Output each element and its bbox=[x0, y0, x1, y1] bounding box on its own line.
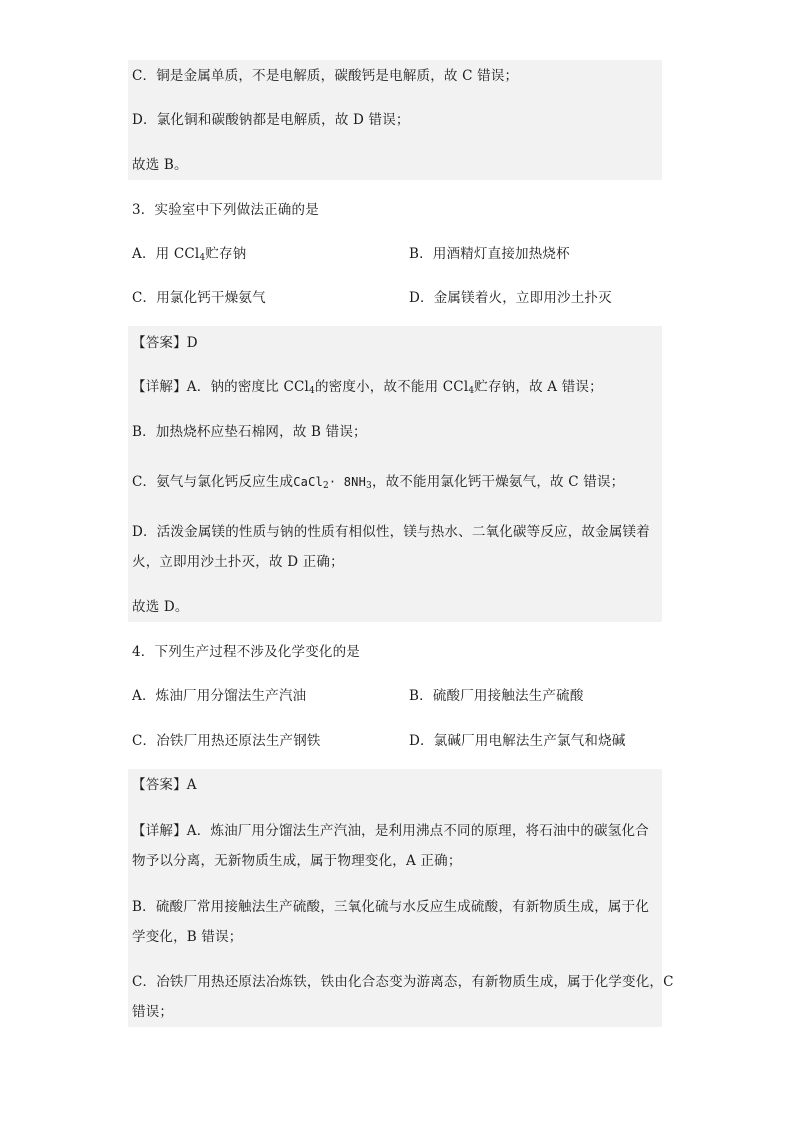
q4-detail-c-line1: C．冶铁厂用热还原法冶炼铁，铁由化合态变为游离态，有新物质生成，属于化学变化，C bbox=[132, 974, 674, 990]
analysis-conclusion: 故选 B。 bbox=[132, 157, 188, 173]
q3-detail-c-sub1: 2 bbox=[322, 481, 329, 491]
q3-detail-a-2: 的密度小，故不能用 CCl bbox=[314, 379, 469, 395]
q4-detail-b-line2: 学变化，B 错误； bbox=[132, 929, 243, 945]
q3-detail-c-sub2: 3 bbox=[366, 481, 372, 491]
q3-detail-d-line2: 火，立即用沙土扑灭，故 D 正确； bbox=[132, 554, 344, 570]
q4-option-a: A．炼油厂用分馏法生产汽油 bbox=[132, 688, 307, 704]
q3-answer: 【答案】D bbox=[132, 335, 198, 351]
q4-option-b: B．硫酸厂用接触法生产硫酸 bbox=[409, 688, 584, 704]
q3-detail-a-1: 【详解】A．钠的密度比 CCl bbox=[132, 379, 310, 395]
q4-detail-a-line1: 【详解】A．炼油厂用分馏法生产汽油，是利用沸点不同的原理，将石油中的碳氢化合 bbox=[132, 823, 649, 839]
q3-detail-d-line1: D．活泼金属镁的性质与钠的性质有相似性，镁与热水、二氧化碳等反应，故金属镁着 bbox=[132, 524, 650, 540]
q4-stem: 4．下列生产过程不涉及化学变化的是 bbox=[132, 644, 360, 660]
q3-conclusion: 故选 D。 bbox=[132, 599, 189, 615]
q4-option-d: D．氯碱厂用电解法生产氯气和烧碱 bbox=[409, 733, 626, 749]
q4-detail-b-line1: B．硫酸厂常用接触法生产硫酸，三氧化硫与水反应生成硫酸，有新物质生成，属于化 bbox=[132, 899, 650, 915]
q3-detail-c bbox=[132, 473, 624, 495]
q3-stem: 3．实验室中下列做法正确的是 bbox=[132, 202, 319, 218]
q3-option-a-post: 贮存钠 bbox=[205, 246, 247, 262]
q3-option-a-sub: 4 bbox=[199, 253, 206, 263]
q3-detail-c-2: ，故不能用氯化钙干燥氨气，故 C 错误； bbox=[371, 474, 625, 490]
q3-detail-c-formula2: · 8NH bbox=[328, 475, 366, 489]
analysis-line-c: C．铜是金属单质，不是电解质，碳酸钙是电解质，故 C 错误； bbox=[132, 68, 519, 84]
q3-option-a bbox=[132, 245, 246, 267]
q3-detail-a bbox=[132, 378, 603, 400]
q3-detail-a-sub2: 4 bbox=[468, 386, 475, 396]
q3-option-d: D．金属镁着火，立即用沙土扑灭 bbox=[409, 290, 612, 306]
analysis-line-d: D．氯化铜和碳酸钠都是电解质，故 D 错误； bbox=[132, 112, 410, 128]
q3-detail-b: B．加热烧杯应垫石棉网，故 B 错误； bbox=[132, 424, 367, 440]
q4-option-c: C．冶铁厂用热还原法生产钢铁 bbox=[132, 733, 321, 749]
q4-detail-c-line2: 错误； bbox=[132, 1004, 174, 1020]
q4-detail-a-line2: 物予以分离，无新物质生成，属于物理变化，A 正确； bbox=[132, 853, 462, 869]
q3-detail-a-3: 贮存钠，故 A 错误； bbox=[474, 379, 603, 395]
q3-option-c: C．用氯化钙干燥氨气 bbox=[132, 290, 266, 306]
q3-option-a-pre: A．用 CCl bbox=[132, 246, 200, 262]
q3-detail-c-1: C．氨气与氯化钙反应生成 bbox=[132, 474, 294, 490]
q3-detail-a-sub1: 4 bbox=[309, 386, 315, 396]
q3-option-b: B．用酒精灯直接加热烧杯 bbox=[409, 246, 570, 262]
q3-detail-c-formula: CaCl bbox=[293, 475, 323, 489]
q4-answer: 【答案】A bbox=[132, 777, 197, 793]
